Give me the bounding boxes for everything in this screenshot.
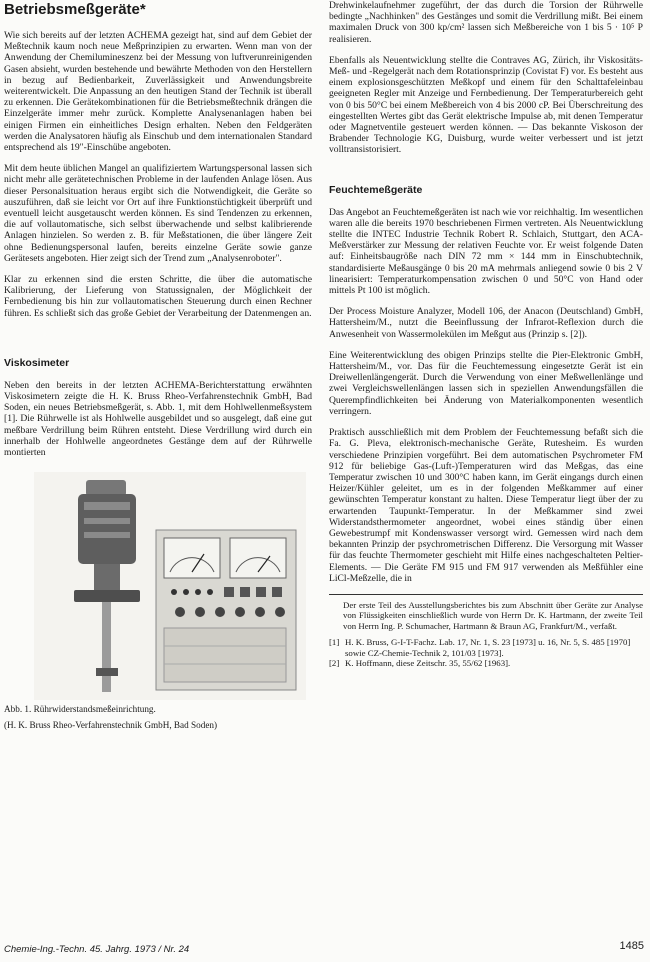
reference-item: [1] H. K. Bruss, G-I-T-Fachz. Lab. 17, Nr. 1, S. 23 [1973] u. 16, Nr. 5, S. 485 [1970] sowie CZ-Chemie-Technik 2, 101/03 [1973]. xyxy=(329,637,631,658)
section-heading-viskosimeter: Viskosimeter xyxy=(4,356,70,369)
figure-1-photo xyxy=(34,472,306,700)
viskosimeter-continuation: Drehwinkelaufnehmer zugeführt, der das durch die Torsion der Rührwelle bedingte „Nachhinken" des Gestänges und somit die Verdrillung mißt. Bei einem maximalen Druck von 300 kp/cm² lassen sich Meßbereiche von 1 bis 5 · 10⁵ P realisieren. xyxy=(329,0,643,45)
reference-list xyxy=(329,637,643,669)
feuchte-paragraph-4: Praktisch ausschließlich mit dem Problem der Feuchtemessung befaßt sich die Fa. G. Pleva, elektronisch-mechanische Geräte, Rutesheim. Es wurden verschiedene Prinzipien vorgeführt. Bei dem automatischen Psychrometer FM 912 für beliebige Gas-(Luft-)Temperaturen wird das Meßgas, das eine Temperatur zwischen 10 und 300°C haben kann, im Gerät eingangs durch einen Heizer/Kühler geleitet, um es in der folgenden Meßkammer auf einer gewünschten Temperatur konstant zu halten. Diese Temperatur liegt über der zu erwartenden Taupunkt-Temperatur. In der Meßkammer sind zwei Widerstandsthermometer angeordnet, wobei eines ständig über einen Gewebestrumpf mit Kondenswasser versorgt wird. Gemessen wird nach dem bekannten Prinzip der psychrometrischen Differenz. Die Versorgung mit Wasser für das feuchte Thermometer geschieht mit Hilfe eines nachgeschalteten Peltier-Elements. — Die Geräte FM 915 und FM 917 verwenden als Meßfühler eine LiCl-Meßzelle, die in xyxy=(329,427,643,584)
article-title: Betriebsmeßgeräte* xyxy=(4,1,146,18)
page-number: 1485 xyxy=(619,940,644,952)
viscometer-photo-illustration xyxy=(34,472,306,700)
feuchte-paragraph-3: Eine Weiterentwicklung des obigen Prinzips stellte die Pier-Elektronic GmbH, Hattersheim/M., vor. Das für die Feuchtemessung eingesetzte Gerät ist ein Dreiwellenlängengerät. Durch die Verwendung von einer Meßwellenlänge und zwei Vergleichswellenlängen lassen sich in speziellen Anwendungsfällen die Querempfindlichkeiten bei Änderung von Materialkomponenten wesentlich verringern. xyxy=(329,349,643,417)
intro-paragraph-3: Klar zu erkennen sind die ersten Schritte, die über die automatische Kalibrierung, der Lieferung von Statussignalen, der Möglichkeit der Fernbedienung bis hin zur vollautomatischen Steuerung durch einen Rechner führen. Es schließt sich das große Gebiet der Verarbeitung der Datenmengen an. xyxy=(4,274,312,319)
journal-citation: Chemie-Ing.-Techn. 45. Jahrg. 1973 / Nr. 24 xyxy=(4,944,190,955)
feuchte-paragraph-2: Der Process Moisture Analyzer, Modell 106, der Anacon (Deutschland) GmbH, Hattersheim/M., nutzt die Beeinflussung der Infrarot-Reflexion durch die Anwesenheit von Wassermolekülen im Meßgut aus (Prinzip s. [2]). xyxy=(329,306,643,340)
contraves-paragraph: Ebenfalls als Neuentwicklung stellte die Contraves AG, Zürich, ihr Viskositäts-Meß- und -Regelgerät nach dem Rotationsprinzip (Covistat F) vor. Es besteht aus einem explosionsgeschützten Meßkopf und einem für den Schalttafeleinbau geeigneten Regler mit Anzeige und Fernbedienung. Der Temperaturbereich geht von 0 bis 50°C bei einem Meßbereich von 4 bis 2000 cP. Bei Überschreitung des eingestellten Wertes gibt das Gerät elektrische Impulse ab, mit denen Temperatur oder Magnetventile gesteuert werden können. — Das bekannte Viskoson der Brabender Technologie KG, Duisburg, wurde weiter verbessert und ist jetzt volltransistorisiert. xyxy=(329,54,643,156)
intro-paragraph-1: Wie sich bereits auf der letzten ACHEMA gezeigt hat, sind auf dem Gebiet der Meßtechnik kaum noch neue Meßprinzipien zu erwarten. Wenn man von der Anwendung der Chemilumineszenz bei der Messung von luftverunreinigenden Gasen absieht, wurden bestehende und bewährte Methoden von den Herstellern in bezug auf Bedienbarkeit, Zuverlässigkeit und Anwendungsbreite weiterentwickelt. Die Anpassung an den heutigen Stand der Technik ist überall zu erkennen. Die Gerätekombinationen für die Betriebsmeßtechnik drängen die Einzelgeräte immer mehr zurück. Komplette Analysenanlagen haben bei einigen Firmen ein einheitliches Design erhalten. Neben den Feldgeräten werden die Analysatoren häufig als Einschub und dem internationalen Standard entsprechend als 19"-Einschübe angeboten. xyxy=(4,30,312,154)
figure-1-source: (H. K. Bruss Rheo-Verfahrenstechnik GmbH, Bad Soden) xyxy=(4,719,218,730)
figure-1-caption: Abb. 1. Rührwiderstandsmeßeinrichtung. xyxy=(4,704,156,715)
author-footnote: Der erste Teil des Ausstellungsberichtes bis zum Abschnitt über Geräte zur Analyse von Flüssigkeiten einschließlich wurde von Herrn Dr. K. Hartmann, der zweite Teil von Herrn Ing. P. Schumacher, Hartmann & Braun AG, Frankfurt/M., verfaßt. xyxy=(329,594,643,631)
reference-item: [2] K. Hoffmann, diese Zeitschr. 35, 55/62 [1963]. xyxy=(329,658,511,669)
left-column xyxy=(4,0,312,731)
viskosimeter-paragraph: Neben den bereits in der letzten ACHEMA-Berichterstattung erwähnten Viskosimetern zeigte die H. K. Bruss Rheo-Verfahrenstechnik GmbH, Bad Soden, ein neues Betriebsmeßgerät, s. Abb. 1, mit dem Hohlwellenmeßsystem [1]. Die Rührwelle ist als Hohlwelle ausgebildet und so ausgelegt, daß eine gut meßbare Verdrillung beim Rühren entsteht. Diese Verdrillung wird durch ein innerhalb der Hohlwelle angeordnetes Gestänge dem auf der Rührwelle montierten xyxy=(4,379,312,459)
intro-paragraph-2: Mit dem heute üblichen Mangel an qualifiziertem Wartungspersonal lassen sich nicht mehr alle gerätetechnischen Probleme in der laufenden Anlage lösen. Aus dieser Personalsituation heraus ergibt sich die Notwendigkeit, die Geräte so auszuführen, daß sie leicht vor Ort auf ihre Funktionstüchtigkeit überprüft und eventuell leicht ausgetauscht werden können. Es sind Tendenzen zu erkennen, die auf vollautomatische, sich selbst überwachende und selbst kalibrierende Anlagen hinzielen. So werden z. B. für Meßstationen, die über längere Zeit ohne Bedienungspersonal laufen, bereits einzelne Geräte sowie ganze Gerätesets angeboten. Hier zeigt sich der Trend zum „Analysenroboter". xyxy=(4,163,312,264)
feuchte-paragraph-1: Das Angebot an Feuchtemeßgeräten ist nach wie vor reichhaltig. Im wesentlichen waren alle die bereits 1970 beschriebenen Firmen vertreten. Als Neuentwicklung stellte die INTEC Industrie Technik Robert R. Schlaich, Stuttgart, den ACA-Meßverstärker zur Messung der relativen Feuchte vor. Er weist folgende Daten auf: Einheitsbaugröße nach DIN 72 mm × 144 mm in Einschubtechnik, standardisierte Meßausgänge 0 bis 20 mA mehrmals anliegend sowie 0 bis 2 V linearisiert: Temperaturkompensation zwischen 0 und 50°C von Hand oder mittels Pt 100 ist möglich. xyxy=(329,206,643,297)
section-heading-feuchte: Feuchtemeßgeräte xyxy=(329,183,423,196)
right-column xyxy=(329,0,643,669)
